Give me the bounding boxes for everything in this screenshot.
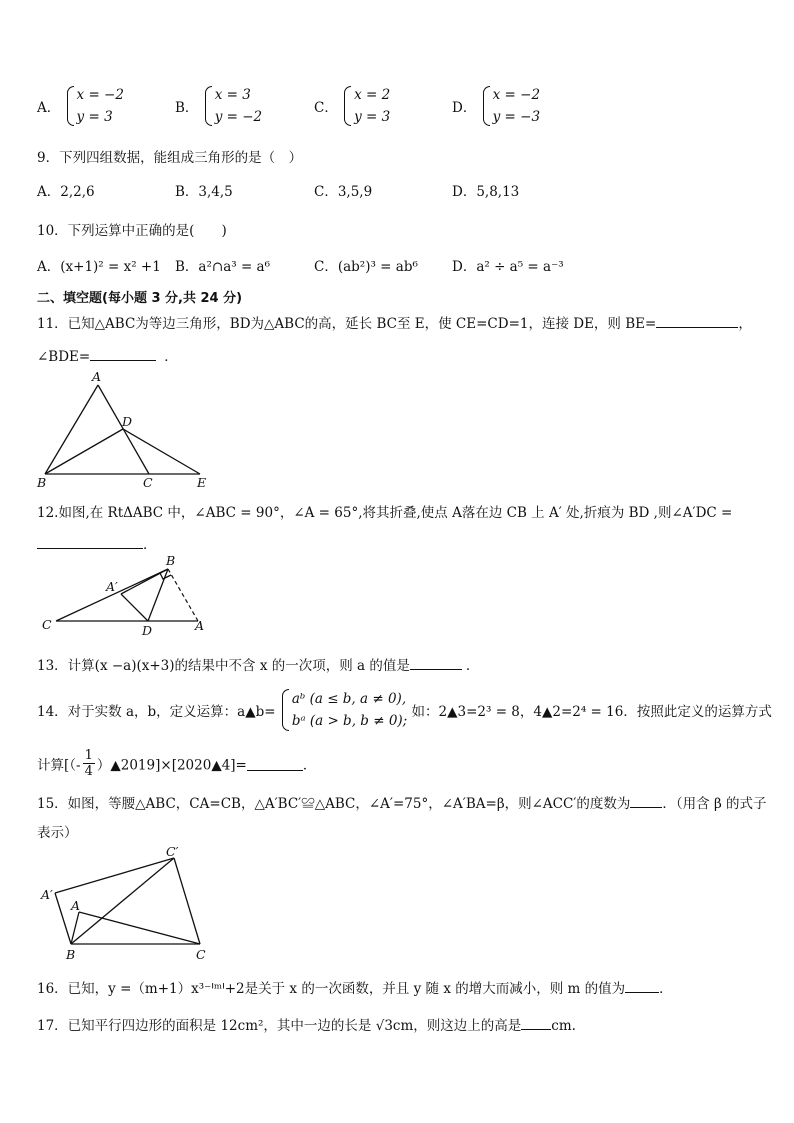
q14-line1 [37, 688, 772, 732]
equation-line: y = −3 [492, 109, 541, 125]
label-a: A [92, 369, 102, 384]
q12-line2 [37, 533, 157, 553]
answer-blank[interactable] [656, 313, 738, 328]
q14-line2-pre: 计算[（- [37, 757, 81, 774]
q13 [37, 654, 479, 674]
q10-option-c: C．(ab²)³ = ab⁶ [314, 259, 418, 275]
segment-a-prime-b [55, 893, 71, 944]
q11-text: ∠BDE= [37, 349, 91, 365]
q15-line1 [37, 792, 767, 812]
segment-ac [79, 912, 200, 944]
equation-line: x = −2 [492, 87, 541, 103]
label-d: D [142, 623, 153, 638]
equation-line: y = 3 [354, 109, 391, 125]
label-c: C [196, 947, 206, 962]
answer-blank[interactable] [630, 793, 662, 808]
q17 [37, 1014, 576, 1034]
segment-a-prime-d [121, 594, 148, 621]
q9-option-b: B．3,4,5 [175, 184, 233, 200]
equation-line: x = 2 [354, 87, 391, 103]
q8-option-a [37, 84, 124, 128]
option-label: B． [175, 100, 199, 116]
q8-option-b [175, 84, 262, 128]
option-label: C． [314, 100, 338, 116]
case-line: aᵇ (a ≤ b, a ≠ 0), [291, 691, 407, 707]
q8-option-c [314, 84, 390, 128]
label-a: A [71, 898, 81, 913]
q17-text: 17．已知平行四边形的面积是 12cm²，其中一边的长是 √3cm，则这边上的高是 [37, 1018, 522, 1034]
section-heading: 二、填空题(每小题 3 分,共 24 分) [37, 291, 243, 306]
q11-text-end: ， [738, 316, 752, 332]
label-a: A [195, 618, 205, 633]
segment-c-prime-c [174, 858, 200, 944]
label-e: E [197, 475, 207, 490]
q15-text: 15．如图，等腰△ABC，CA=CB，△A′BC′≌△ABC，∠A′=75°，∠A′BA=β，则∠ACC′的度数为 [37, 796, 631, 812]
piecewise-definition [280, 688, 407, 732]
segment-bd [45, 429, 123, 474]
q9-option-d: D．5,8,13 [452, 184, 520, 200]
q14-prefix: 14．对于实数 a，b，定义运算：a▲b= [37, 704, 276, 720]
q16 [37, 977, 673, 997]
q11-text: 11．已知△ABC为等边三角形，BD为△ABC的高，延长 BC至 E，使 CE=CD=1，连接 DE，则 BE= [37, 316, 657, 332]
label-c: C [42, 617, 52, 632]
q12-figure [36, 552, 214, 638]
equation-line: y = −2 [214, 109, 263, 125]
equation-system [481, 84, 540, 128]
segment-ab [45, 385, 98, 474]
label-d: D [122, 414, 133, 429]
q16-text-end: ． [659, 981, 673, 997]
fraction [83, 748, 95, 779]
q9-stem: 9．下列四组数据，能组成三角形的是（ ） [37, 150, 303, 166]
q9-option-a: A．2,2,6 [37, 184, 95, 200]
label-c-prime: C′ [166, 846, 179, 859]
q15-text-end: ．（用含 β 的式子 [662, 796, 767, 812]
equation-system [65, 84, 124, 128]
answer-blank[interactable] [37, 534, 143, 549]
q11-line1 [37, 312, 752, 332]
q15-line2: 表示） [37, 825, 78, 841]
answer-blank[interactable] [521, 1015, 551, 1030]
answer-blank[interactable] [247, 756, 303, 771]
equation-line: x = 3 [214, 87, 251, 103]
case-line: bᵃ (a > b, b ≠ 0); [291, 713, 408, 729]
label-c: C [143, 475, 153, 490]
q17-text-end: cm. [551, 1018, 576, 1034]
equation-system [342, 84, 390, 128]
segment-a-prime-b [121, 569, 168, 594]
q11-figure [30, 368, 220, 490]
segment-b-c-prime [71, 858, 174, 944]
equation-line: y = 3 [76, 109, 113, 125]
q14-end: ． [302, 757, 317, 774]
q9-option-c: C．3,5,9 [314, 184, 373, 200]
q14-line2-post: ）▲2019]×[2020▲4]= [96, 757, 247, 774]
label-b: B [66, 947, 76, 962]
segment-de [123, 429, 200, 474]
answer-blank[interactable] [410, 655, 462, 670]
q14-suffix: 如：2▲3=2³ = 8，4▲2=2⁴ = 16．按照此定义的运算方式 [411, 704, 772, 720]
option-label: A． [37, 100, 61, 116]
q10-option-a: A．(x+1)² = x² +1 [37, 259, 161, 275]
q12-line1: 12.如图,在 RtΔABC 中，∠ABC = 90°，∠A = 65°,将其折叠,使点 A落在边 CB 上 A′ 处,折痕为 BD ,则∠A′DC = [37, 505, 733, 521]
answer-blank[interactable] [90, 346, 156, 361]
q11-line2 [37, 345, 178, 365]
segment-ab-dashed [168, 569, 198, 621]
q10-option-d: D．a² ÷ a⁵ = a⁻³ [452, 259, 564, 275]
fraction-denominator: 4 [84, 764, 93, 779]
segment-ab [71, 912, 79, 944]
segment-a-prime-c-prime [55, 858, 174, 893]
equation-line: x = −2 [76, 87, 124, 103]
q10-option-b: B．a²∩a³ = a⁶ [175, 259, 271, 275]
q13-text-end: ． [465, 658, 480, 674]
q12-text-end: ． [143, 537, 157, 553]
equation-system [203, 84, 262, 128]
q11-text-end: ． [164, 349, 178, 365]
q16-text: 16．已知，y =（m+1）x³⁻ᑊᵐᑊ+2是关于 x 的一次函数，并且 y 随 x 的增大而减小，则 m 的值为 [37, 981, 626, 997]
q10-stem: 10．下列运算中正确的是( ) [37, 223, 227, 239]
label-b: B [166, 553, 176, 568]
q15-figure [38, 846, 218, 964]
q14-line2 [37, 748, 316, 779]
label-b: B [37, 475, 47, 490]
fraction-numerator: 1 [84, 748, 93, 763]
label-a-prime: A′ [41, 887, 53, 902]
label-a-prime: A′ [106, 579, 118, 594]
q8-option-d [452, 84, 540, 128]
answer-blank[interactable] [625, 978, 659, 993]
option-label: D． [452, 100, 477, 116]
q13-text: 13．计算(x −a)(x+3)的结果中不含 x 的一次项，则 a 的值是 [37, 658, 410, 674]
